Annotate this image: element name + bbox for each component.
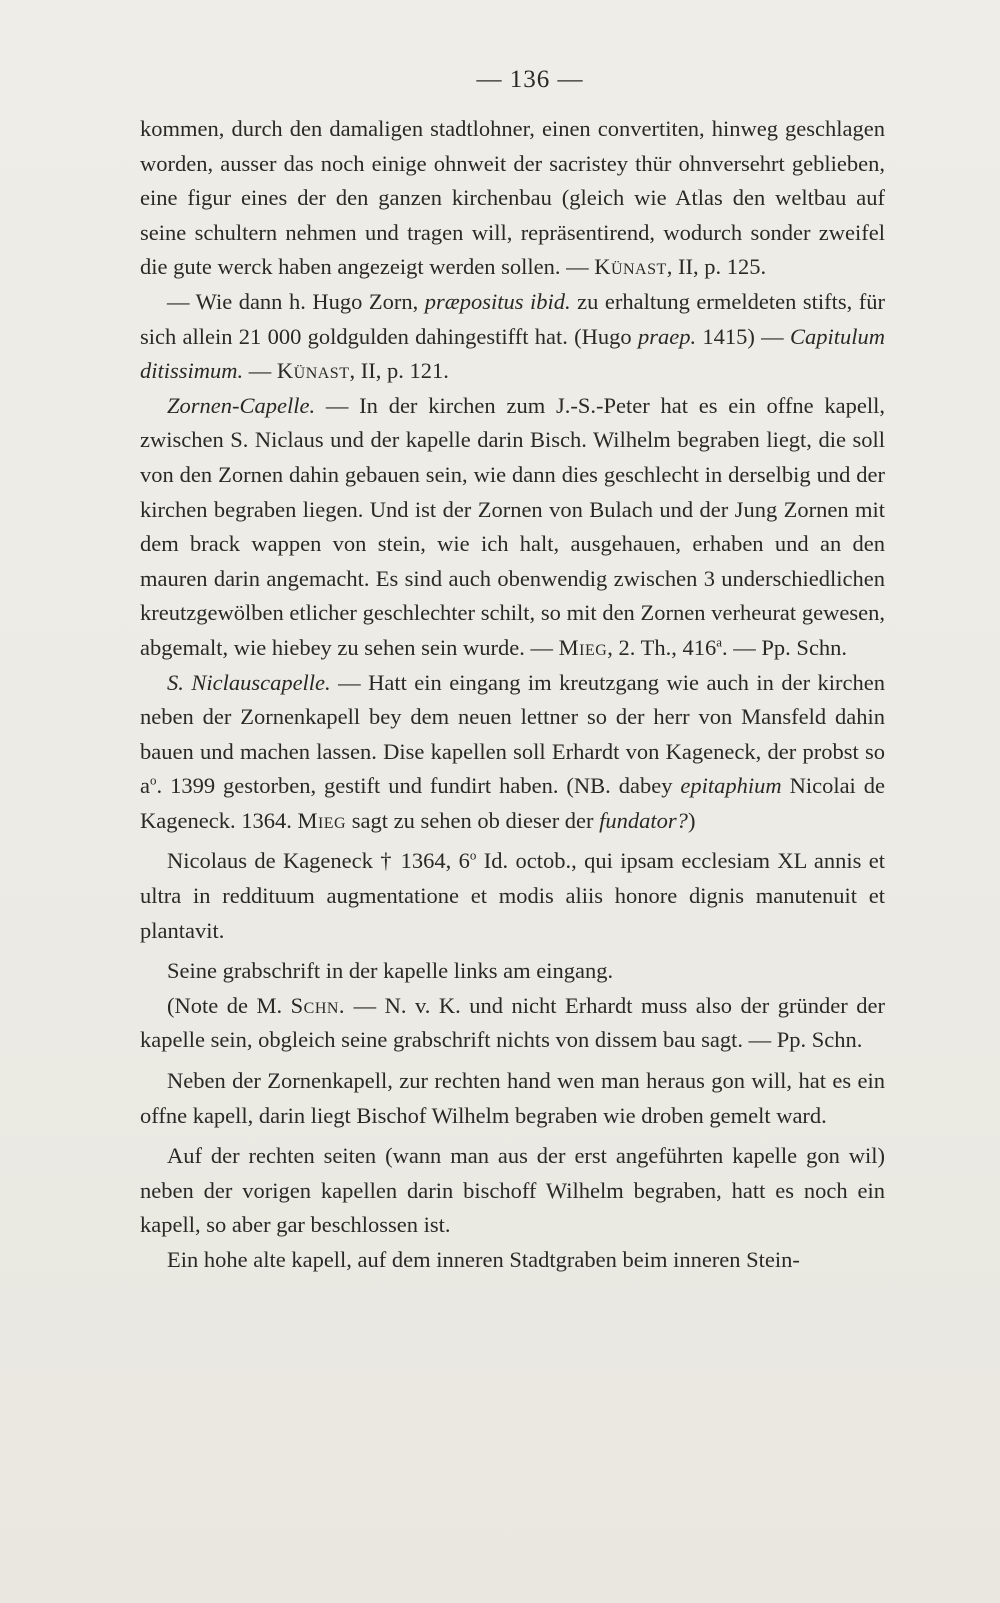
text-run: Nicolaus de Kageneck † 1364, 6	[167, 848, 470, 874]
text-run: Neben der Zornenkapell, zur rechten hand wen man heraus gon will, hat es ein offne kapell, darin liegt Bischof Wilhelm begraben wie droben gemelt ward.	[140, 1068, 885, 1128]
text-run: , II, p. 125.	[666, 254, 767, 280]
text-run: . — Pp. Schn.	[722, 634, 848, 660]
text-run: , 2. Th., 416	[607, 634, 717, 660]
italic-text: S. Niclauscapelle.	[167, 669, 331, 695]
text-run: . 1399 gestorben, gestift und fundirt haben. (NB. dabey	[156, 773, 681, 799]
superscript-text: o	[469, 847, 477, 863]
text-run: — N. v. K. und nicht Erhardt muss also der gründer der kapelle sein, obgleich seine grabschrift nichts von dissem bau sagt. — Pp. Schn.	[140, 992, 885, 1053]
text-run: — Wie dann h. Hugo Zorn,	[167, 288, 425, 314]
text-run: Auf der rechten seiten (wann man aus der erst angeführten kapelle gon wil) neben der vorigen kapellen darin bischoff Wilhelm begraben, hatt es noch ein kapell, so aber gar beschlossen ist.	[140, 1143, 885, 1238]
italic-text: fundator?	[599, 807, 688, 833]
paragraph	[140, 112, 885, 285]
paragraph	[140, 285, 885, 389]
italic-text: epitaphium	[680, 773, 782, 799]
superscript-text: a	[716, 634, 723, 650]
text-run: sagt zu sehen ob dieser der	[346, 807, 600, 833]
paragraph	[140, 989, 885, 1058]
text-run: )	[687, 807, 696, 833]
text-run: 1415) —	[696, 323, 790, 349]
smallcaps-text: Mieg	[558, 634, 608, 660]
text-run: (Note de M.	[167, 992, 291, 1018]
smallcaps-text: Künast	[276, 358, 350, 384]
body-text	[140, 112, 885, 1278]
paragraph	[140, 389, 885, 666]
text-run: — In der kirchen zum J.-S.-Peter hat es ein offne kapell, zwischen S. Niclaus und der kapelle darin Bisch. Wilhelm begraben liegt, die soll von den Zornen dahin gebauen sein, wie dann dies geschlecht in derselbig und der kirchen begraben liegen. Und ist der Zornen von Bulach und der Jung Zornen mit dem brack wappen von stein, wie ich halt, ausgehauen, erhaben und an den mauren darin angemacht. Es sind auch obenwendig zwischen 3 underschiedlichen kreutzgewölben etlicher geschlechter schilt, so mit den Zornen verheurat gewesen, abgemalt, wie hiebey zu sehen sein wurde. —	[140, 392, 885, 660]
text-run: Ein hohe alte kapell, auf dem inneren Stadtgraben beim inneren Stein-	[167, 1247, 800, 1272]
text-run: —	[243, 358, 277, 384]
paragraph	[140, 1064, 885, 1133]
paragraph	[140, 1243, 885, 1278]
text-run: Seine grabschrift in der kapelle links am eingang.	[167, 958, 614, 984]
page-number: — 136 —	[476, 66, 584, 93]
paragraph	[140, 844, 885, 948]
text-run: Nicolai de Kageneck. 1364.	[140, 773, 885, 833]
text-run: Id. octob., qui ipsam ecclesiam XL annis et ultra in reddituum augmentatione et modis aliis honore dignis manutenuit et plantavit.	[140, 848, 885, 943]
paragraph	[140, 666, 885, 839]
text-run: — Hatt ein eingang im kreutzgang wie auch in der kirchen neben der Zornenkapell bey dem neuen lettner so der herr von Mansfeld dahin bauen und machen lassen. Dise kapellen soll Erhardt von Kageneck, der probst so a	[140, 669, 885, 799]
text-run: kommen, durch den damaligen stadtlohner, einen convertiten, hinweg geschlagen worden, ausser das noch einige ohnweit der sacristey thür ohnversehrt geblieben, eine figur eines der den ganzen kirchenbau (gleich wie Atlas den weltbau auf seine schultern nehmen und tragen will, repräsentirend, wodurch sonder zweifel die gute werck haben angezeigt werden sollen. —	[140, 116, 885, 280]
superscript-text: o	[150, 772, 157, 788]
smallcaps-text: Schn.	[290, 992, 346, 1018]
italic-text: Zornen-Capelle.	[167, 392, 316, 418]
text-run: , II, p. 121.	[349, 358, 449, 384]
paragraph	[140, 1139, 885, 1243]
smallcaps-text: Mieg	[297, 807, 347, 833]
italic-text: præpositus ibid.	[424, 288, 571, 314]
italic-text: praep.	[637, 323, 697, 349]
text-run: zu erhaltung ermeldeten stifts, für sich allein 21 000 goldgulden dahingestifft hat. (Hugo	[140, 288, 885, 349]
paragraph	[140, 954, 885, 989]
smallcaps-text: Künast	[594, 254, 667, 280]
italic-text: Capitulum ditissimum.	[140, 323, 885, 384]
